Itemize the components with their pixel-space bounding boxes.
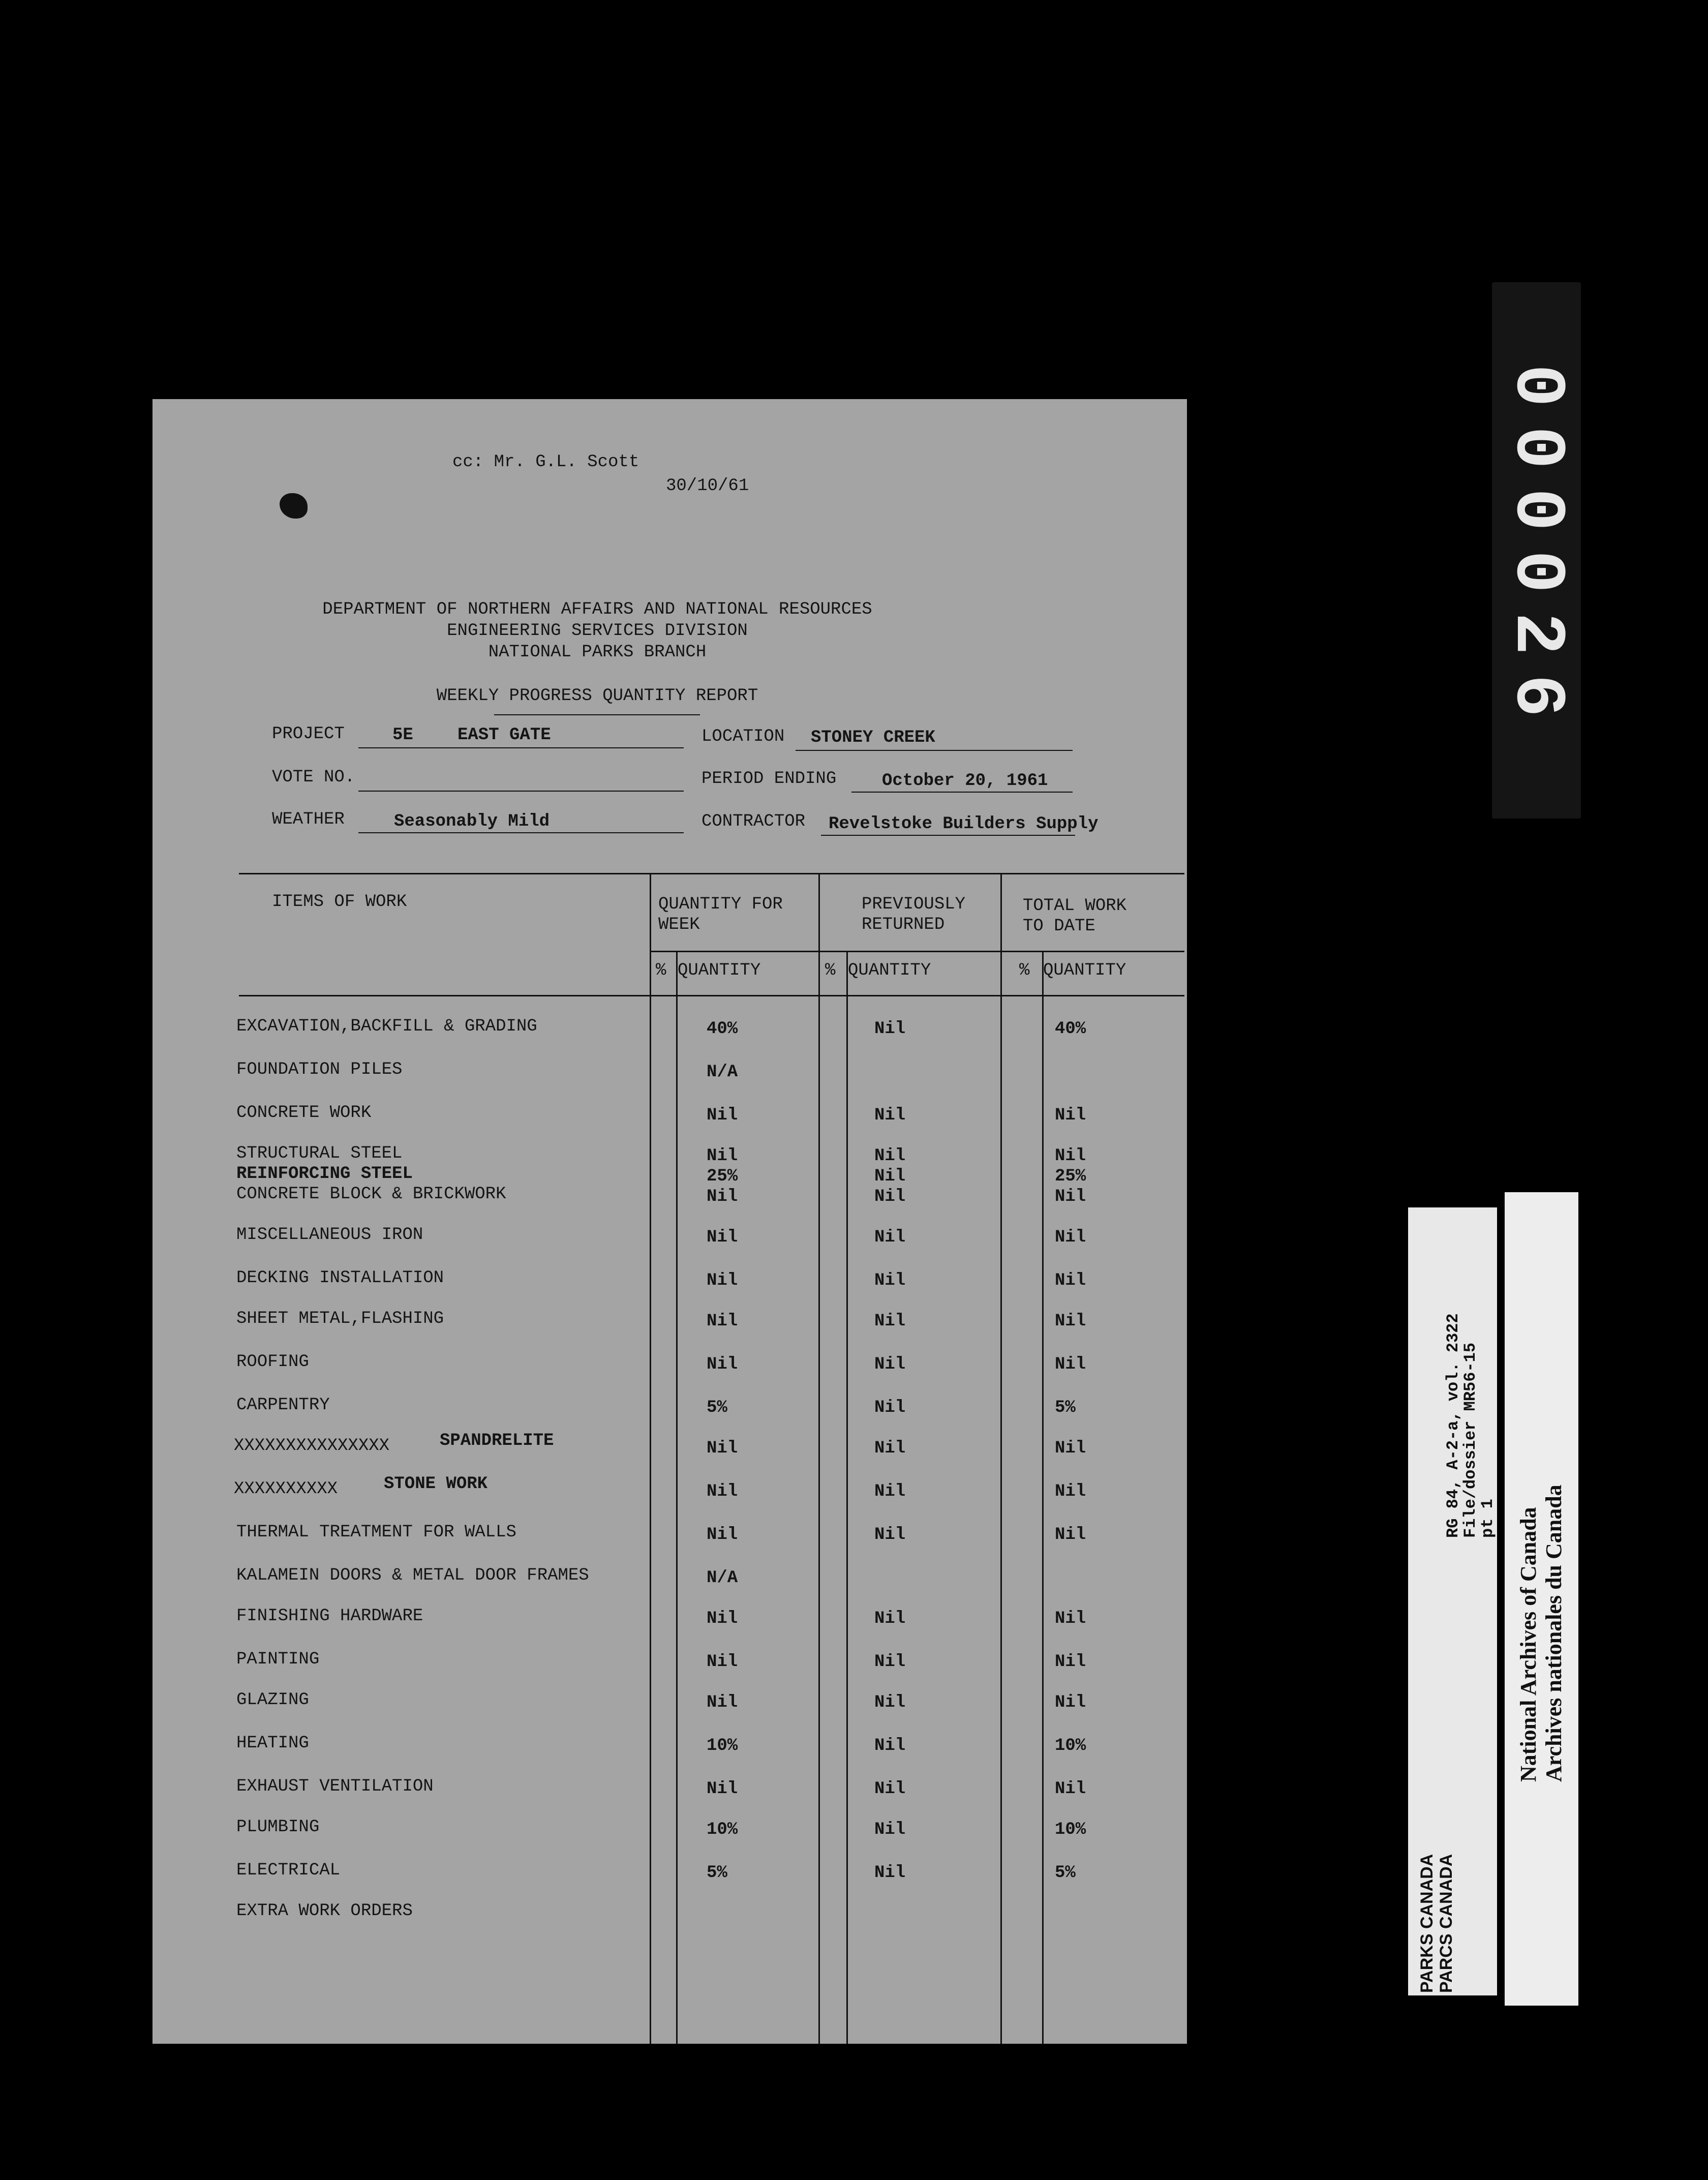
archives-text	[1516, 1485, 1567, 1782]
week-value: Nil	[707, 1355, 738, 1374]
week-value: 40%	[707, 1019, 738, 1039]
col-divider-total	[1000, 873, 1002, 2044]
week-value: 5%	[707, 1398, 727, 1417]
week-value: Nil	[707, 1228, 738, 1247]
title-underline	[494, 714, 700, 715]
col-divider-total-pct	[1042, 951, 1044, 2044]
item-label: CONCRETE BLOCK & BRICKWORK	[236, 1185, 506, 1204]
project-number: 5E	[392, 725, 413, 745]
parks-en: PARKS CANADA	[1417, 1854, 1437, 1993]
item-label: STRUCTURAL STEEL	[236, 1144, 403, 1163]
archives-fr: Archives nationales du Canada	[1541, 1485, 1566, 1782]
ref-line-3: pt 1	[1478, 1499, 1497, 1538]
ink-blot	[280, 493, 308, 519]
week-value: Nil	[707, 1609, 738, 1628]
week-value: Nil	[707, 1482, 738, 1501]
col-divider-prev	[818, 873, 820, 2044]
total-value: Nil	[1055, 1525, 1086, 1545]
item-label: HEATING	[236, 1734, 309, 1753]
total-value: Nil	[1055, 1106, 1086, 1125]
division-heading: ENGINEERING SERVICES DIVISION	[447, 621, 748, 641]
item-label: SHEET METAL,FLASHING	[236, 1309, 444, 1328]
header-total-qty: QUANTITY	[1043, 961, 1126, 980]
weather-underline	[358, 832, 684, 833]
contractor-value: Revelstoke Builders Supply	[829, 814, 1099, 834]
parks-fr: PARCS CANADA	[1437, 1854, 1456, 1993]
total-value: Nil	[1055, 1693, 1086, 1712]
frame-number-strip	[1492, 282, 1581, 819]
week-value: Nil	[707, 1693, 738, 1712]
total-value: 10%	[1055, 1736, 1086, 1755]
total-value: 40%	[1055, 1019, 1086, 1039]
item-label: CONCRETE WORK	[236, 1103, 372, 1123]
total-value: Nil	[1055, 1146, 1086, 1166]
total-value: Nil	[1055, 1482, 1086, 1501]
week-value: 10%	[707, 1736, 738, 1755]
location-value: STONEY CREEK	[811, 728, 935, 747]
ref-line-1: RG 84, A-2-a, vol. 2322	[1444, 1313, 1462, 1538]
week-value: Nil	[707, 1312, 738, 1331]
archives-en: National Archives of Canada	[1516, 1507, 1541, 1782]
previous-value: Nil	[874, 1736, 906, 1755]
document-page	[152, 399, 1187, 2044]
item-label: EXTRA WORK ORDERS	[236, 1901, 413, 1921]
header-week-pct: %	[656, 961, 666, 980]
week-value: 25%	[707, 1167, 738, 1186]
header-week-line1: QUANTITY FOR	[658, 895, 783, 914]
item-label: DECKING INSTALLATION	[236, 1268, 444, 1288]
header-total-pct: %	[1019, 961, 1030, 980]
project-name: EAST GATE	[458, 725, 551, 745]
archives-label	[1505, 1192, 1578, 2006]
previous-value: Nil	[874, 1019, 906, 1039]
header-items-of-work: ITEMS OF WORK	[272, 892, 407, 912]
header-week-qty: QUANTITY	[678, 961, 761, 980]
total-value: Nil	[1055, 1312, 1086, 1331]
table-top-rule	[239, 873, 1184, 874]
contractor-label: CONTRACTOR	[702, 812, 806, 831]
total-value: 5%	[1055, 1398, 1076, 1417]
total-value: Nil	[1055, 1187, 1086, 1206]
previous-value: Nil	[874, 1355, 906, 1374]
item-label: EXCAVATION,BACKFILL & GRADING	[236, 1017, 537, 1036]
total-value: Nil	[1055, 1439, 1086, 1458]
week-value: Nil	[707, 1146, 738, 1166]
weather-label: WEATHER	[272, 810, 345, 829]
header-prev-pct: %	[825, 961, 836, 980]
item-label: EXHAUST VENTILATION	[236, 1777, 434, 1796]
item-label-replacement: SPANDRELITE	[440, 1431, 554, 1450]
total-value: Nil	[1055, 1652, 1086, 1672]
col-divider-week-pct	[676, 951, 678, 2044]
previous-value: Nil	[874, 1863, 906, 1883]
total-value: Nil	[1055, 1271, 1086, 1290]
total-value: Nil	[1055, 1228, 1086, 1247]
item-label-replacement: STONE WORK	[384, 1474, 488, 1494]
week-value: Nil	[707, 1271, 738, 1290]
header-week-line2: WEEK	[658, 915, 700, 934]
document-date: 30/10/61	[666, 476, 749, 496]
total-value: 10%	[1055, 1820, 1086, 1839]
item-label: KALAMEIN DOORS & METAL DOOR FRAMES	[236, 1566, 589, 1585]
week-value: Nil	[707, 1652, 738, 1672]
week-value: N/A	[707, 1063, 738, 1082]
week-value: Nil	[707, 1525, 738, 1545]
previous-value: Nil	[874, 1779, 906, 1799]
total-value: 25%	[1055, 1167, 1086, 1186]
week-value: Nil	[707, 1106, 738, 1125]
branch-heading: NATIONAL PARKS BRANCH	[488, 643, 707, 662]
total-value: 5%	[1055, 1863, 1076, 1883]
week-value: Nil	[707, 1779, 738, 1799]
previous-value: Nil	[874, 1525, 906, 1545]
previous-value: Nil	[874, 1312, 906, 1331]
frame-number: 000026	[1496, 364, 1577, 737]
item-label: FINISHING HARDWARE	[236, 1607, 423, 1626]
week-value: Nil	[707, 1439, 738, 1458]
ref-line-2: File/dossier MR56-15	[1461, 1342, 1480, 1538]
header-total-line1: TOTAL WORK	[1023, 896, 1127, 916]
contractor-underline	[821, 835, 1075, 836]
item-label: MISCELLANEOUS IRON	[236, 1225, 423, 1245]
report-title: WEEKLY PROGRESS QUANTITY REPORT	[436, 686, 758, 706]
location-label: LOCATION	[702, 727, 785, 746]
item-label: CARPENTRY	[236, 1396, 330, 1415]
parks-canada-text	[1417, 1854, 1456, 1993]
total-value: Nil	[1055, 1779, 1086, 1799]
vote-underline	[358, 791, 684, 792]
previous-value: Nil	[874, 1652, 906, 1672]
item-label: THERMAL TREATMENT FOR WALLS	[236, 1523, 516, 1542]
item-label: PLUMBING	[236, 1818, 320, 1837]
previous-value: Nil	[874, 1146, 906, 1166]
previous-value: Nil	[874, 1228, 906, 1247]
cc-line: cc: Mr. G.L. Scott	[452, 452, 639, 472]
week-value: 10%	[707, 1820, 738, 1839]
previous-value: Nil	[874, 1439, 906, 1458]
period-value: October 20, 1961	[882, 771, 1048, 791]
project-underline	[358, 747, 684, 748]
previous-value: Nil	[874, 1398, 906, 1417]
previous-value: Nil	[874, 1271, 906, 1290]
period-underline	[851, 792, 1073, 793]
header-total-line2: TO DATE	[1023, 917, 1095, 936]
previous-value: Nil	[874, 1106, 906, 1125]
vote-label: VOTE NO.	[272, 768, 355, 787]
previous-value: Nil	[874, 1187, 906, 1206]
header-prev-qty: QUANTITY	[848, 961, 931, 980]
total-value: Nil	[1055, 1609, 1086, 1628]
item-label: XXXXXXXXXXXXXXX	[234, 1436, 390, 1456]
department-heading: DEPARTMENT OF NORTHERN AFFAIRS AND NATIONAL RESOURCES	[322, 600, 872, 619]
item-label: ELECTRICAL	[236, 1861, 341, 1880]
col-divider-week	[650, 873, 651, 2044]
item-label: REINFORCING STEEL	[236, 1164, 413, 1184]
location-underline	[796, 750, 1073, 751]
reference-text	[1445, 1313, 1497, 1538]
item-label: FOUNDATION PILES	[236, 1060, 403, 1079]
previous-value: Nil	[874, 1609, 906, 1628]
item-label: GLAZING	[236, 1690, 309, 1710]
previous-value: Nil	[874, 1693, 906, 1712]
week-value: 5%	[707, 1863, 727, 1883]
previous-value: Nil	[874, 1482, 906, 1501]
previous-value: Nil	[874, 1167, 906, 1186]
reference-label	[1408, 1207, 1497, 1995]
week-value: N/A	[707, 1568, 738, 1588]
item-label: PAINTING	[236, 1650, 320, 1669]
period-label: PERIOD ENDING	[702, 769, 837, 789]
subheader-rule	[651, 951, 1184, 952]
header-prev-line1: PREVIOUSLY	[862, 895, 966, 914]
total-value: Nil	[1055, 1355, 1086, 1374]
col-divider-prev-pct	[846, 951, 848, 2044]
item-label: ROOFING	[236, 1352, 309, 1372]
previous-value: Nil	[874, 1820, 906, 1839]
weather-value: Seasonably Mild	[394, 812, 550, 831]
project-label: PROJECT	[272, 724, 345, 744]
header-prev-line2: RETURNED	[862, 915, 945, 934]
week-value: Nil	[707, 1187, 738, 1206]
item-label: XXXXXXXXXX	[234, 1479, 338, 1499]
